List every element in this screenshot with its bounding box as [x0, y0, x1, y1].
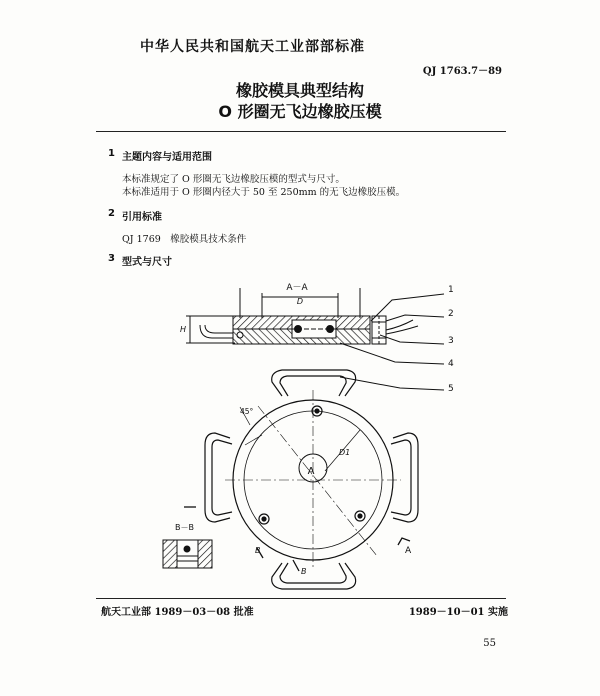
section-2-line-1: QJ 1769 橡胶模具技术条件 [122, 234, 247, 245]
callout-2-leader [386, 315, 444, 321]
section-label: A－A [286, 283, 308, 293]
approval-date: 航天工业部 1989－03－08 批准 [101, 607, 254, 618]
bolt-body [372, 316, 386, 344]
detail-bb [163, 540, 212, 568]
callout-1: 1 [448, 285, 454, 295]
dim-d1-label: D1 [339, 448, 351, 457]
left-handle-section [200, 325, 233, 338]
dim-d-label: D [296, 297, 304, 306]
section-1-number: 1 [108, 148, 115, 159]
doc-title-line2: O 形圈无飞边橡胶压模 [218, 102, 382, 121]
handle-right [393, 433, 418, 522]
handle-left-inner [212, 440, 232, 515]
standard-code: QJ 1763.7－89 [422, 66, 502, 77]
callout-4: 4 [448, 359, 454, 369]
section-view [180, 283, 454, 394]
callout-5: 5 [448, 384, 454, 394]
angle-label: 45° [240, 407, 254, 416]
callout-2: 2 [448, 309, 454, 319]
effective-date: 1989－10－01 实施 [408, 607, 508, 618]
callout-3: 3 [448, 336, 454, 346]
right-handle-section [386, 320, 418, 334]
section-3-title: 型式与尺寸 [122, 257, 172, 268]
callout-3-leader [380, 335, 444, 344]
section-1-title: 主题内容与适用范围 [122, 152, 212, 163]
section-1-line-2: 本标准适用于 O 形圈内径大于 50 至 250mm 的无飞边橡胶压模。 [122, 187, 406, 198]
callout-4-leader [340, 343, 444, 364]
section-mark-b2: B [301, 567, 307, 576]
section-2-title: 引用标准 [122, 212, 162, 223]
section-2-number: 2 [108, 208, 115, 219]
handle-top [272, 370, 356, 396]
page-number: 55 [483, 638, 496, 649]
dim-h-label: H [180, 325, 187, 334]
center-label-a: A [307, 466, 315, 477]
section-mark-a: A [405, 546, 412, 556]
plan-view [205, 370, 418, 589]
issuing-authority: 中华人民共和国航天工业部部标准 [140, 39, 365, 55]
doc-title-line1: 橡胶模具典型结构 [235, 81, 364, 100]
handle-right-inner [391, 440, 411, 515]
section-mark-b1: B [255, 546, 261, 555]
section-markers [184, 507, 410, 571]
section-1-line-1: 本标准规定了 O 形圈无飞边橡胶压模的型式与尺寸。 [122, 174, 345, 185]
section-3-number: 3 [108, 253, 115, 264]
footer-rule [96, 598, 506, 599]
handle-bottom [272, 563, 356, 589]
detail-bb-label: B－B [175, 523, 194, 532]
handle-left [205, 433, 230, 522]
